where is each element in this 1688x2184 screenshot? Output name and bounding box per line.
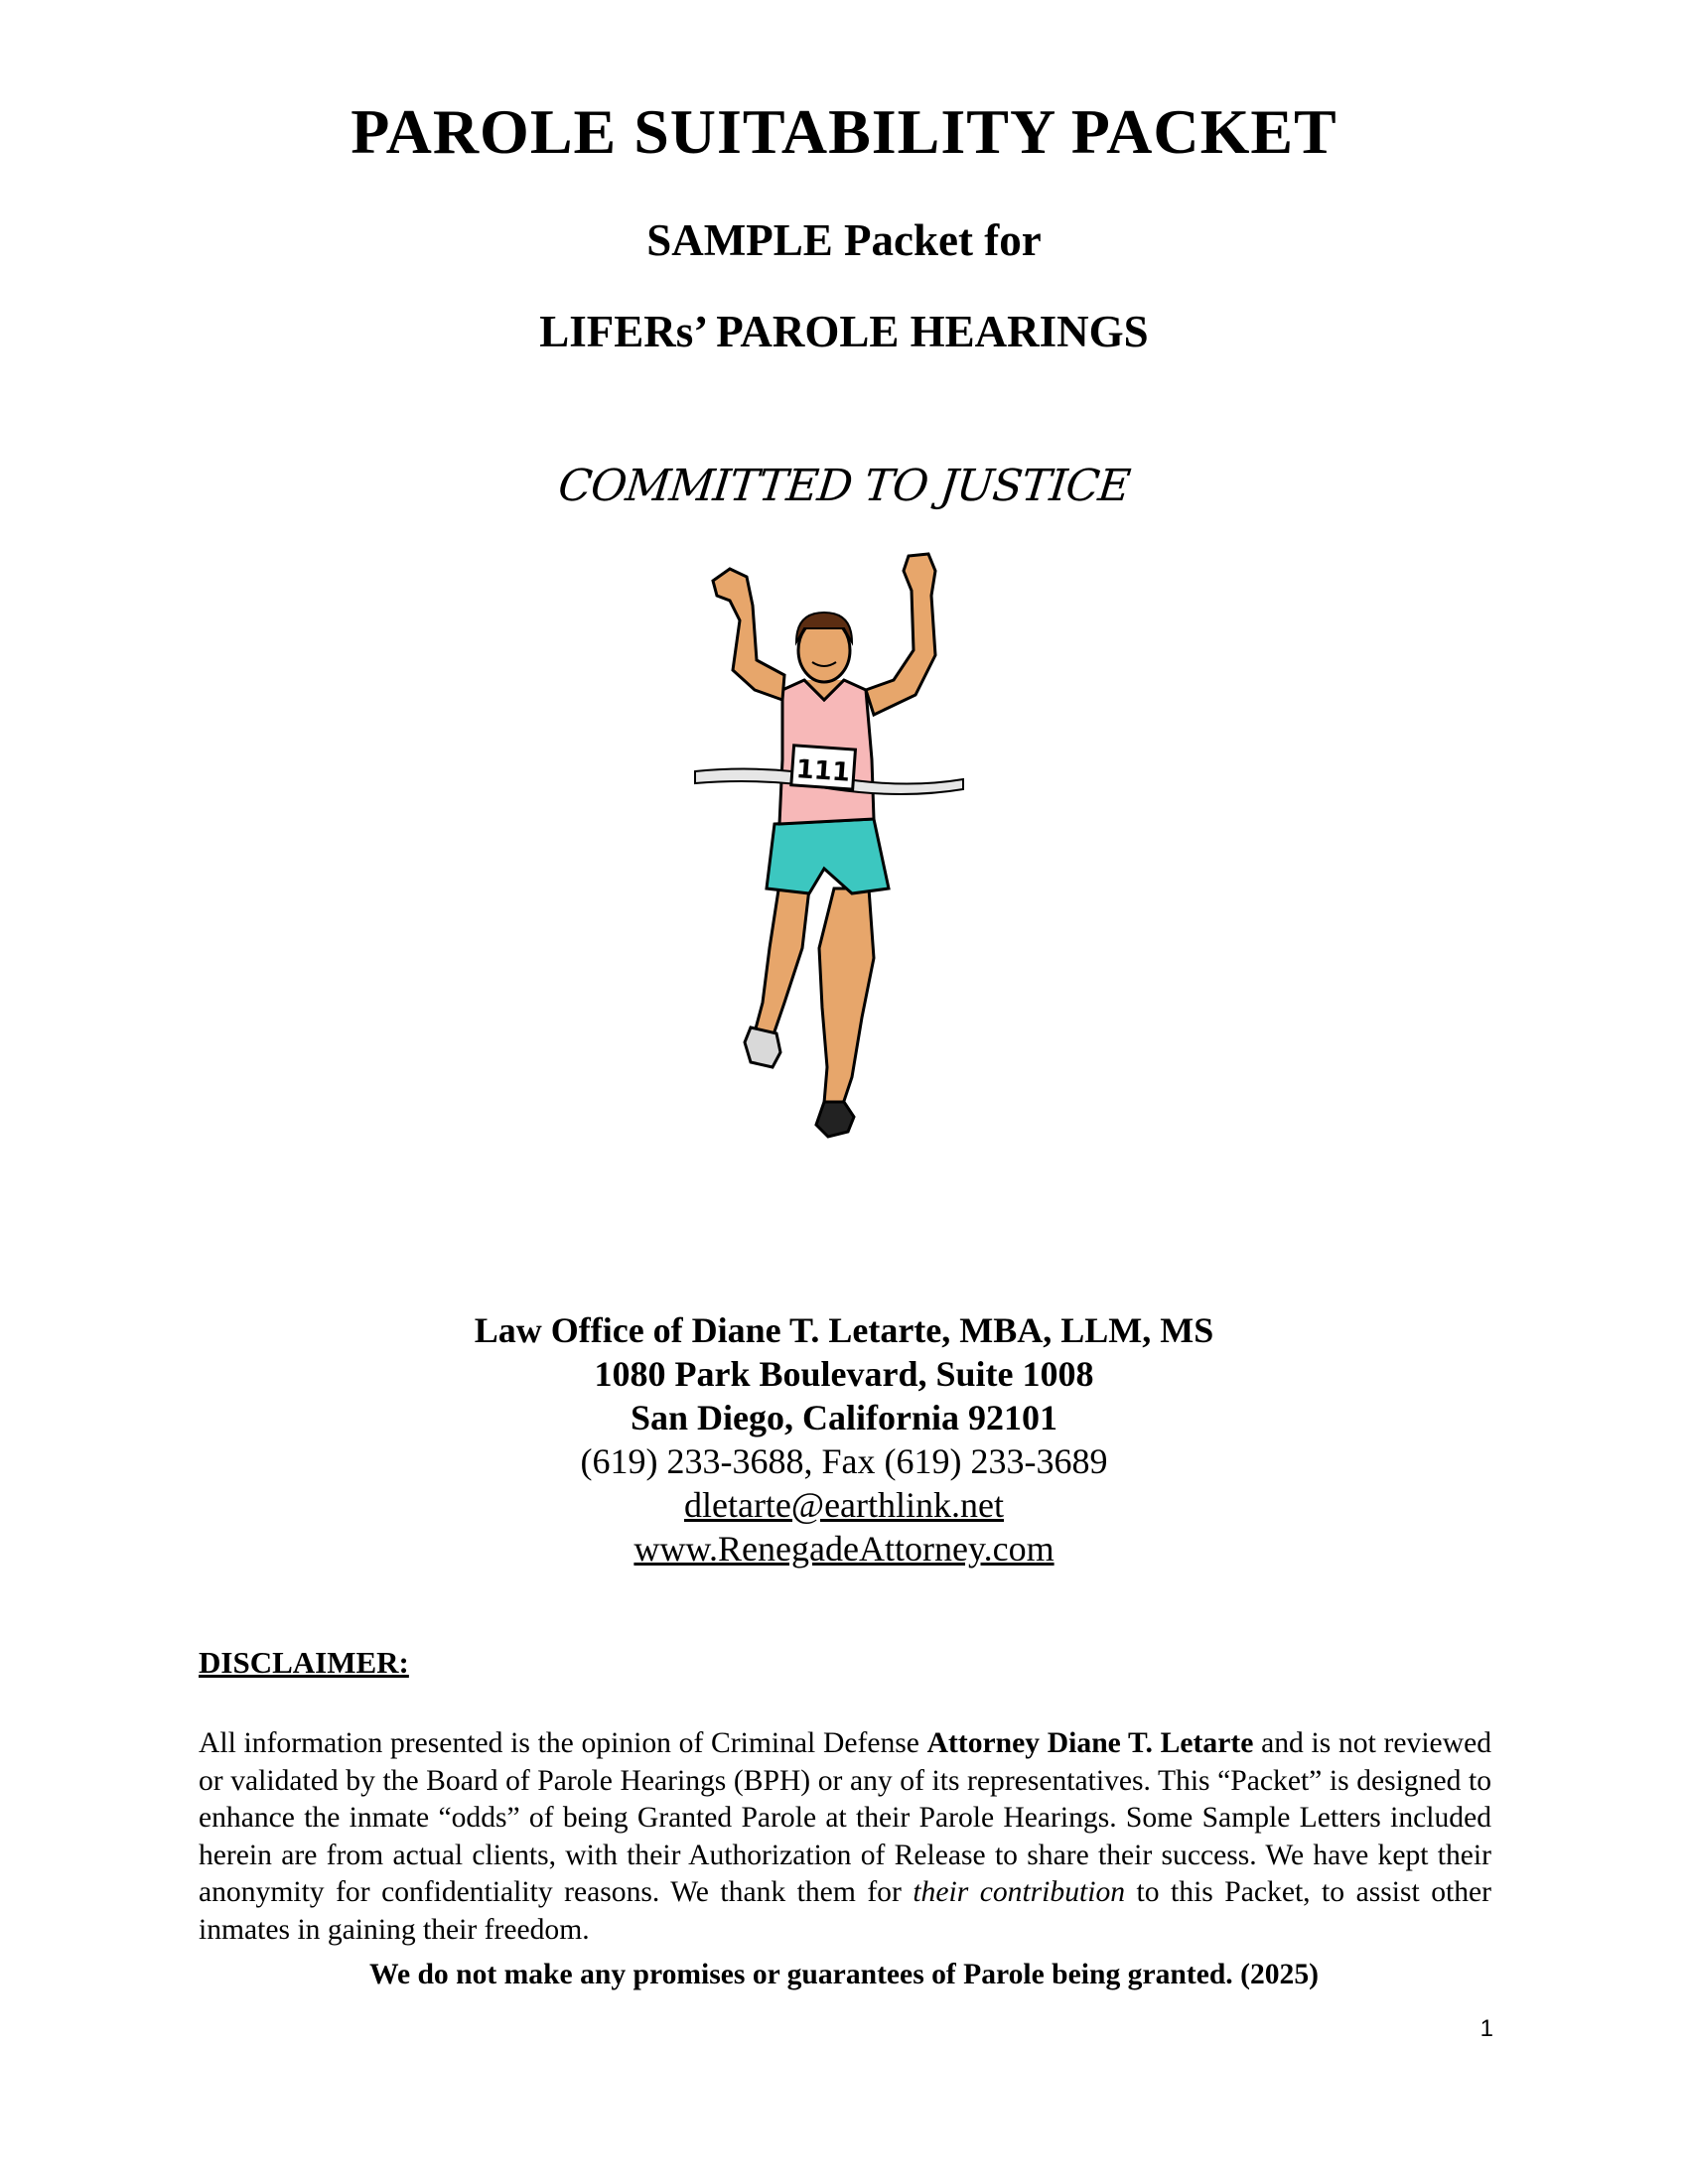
office-name: Law Office of Diane T. Letarte, MBA, LLM, MS bbox=[474, 1310, 1214, 1350]
phone-fax: (619) 233-3688, Fax (619) 233-3689 bbox=[580, 1441, 1108, 1481]
runner-crossing-finish-line-icon bbox=[685, 551, 973, 1166]
tagline: COMMITTED TO JUSTICE bbox=[555, 461, 1133, 511]
disclaimer-attorney-name: Attorney Diane T. Letarte bbox=[926, 1727, 1254, 1759]
subtitle-line-2: LIFERs’ PAROLE HEARINGS bbox=[539, 307, 1149, 356]
website-link[interactable]: www.RenegadeAttorney.com bbox=[633, 1529, 1055, 1569]
disclaimer-heading: DISCLAIMER: bbox=[199, 1645, 409, 1680]
subtitle-line-1: SAMPLE Packet for bbox=[646, 215, 1042, 265]
street-address: 1080 Park Boulevard, Suite 1008 bbox=[594, 1354, 1094, 1394]
disclaimer-italic: their contribution bbox=[913, 1876, 1126, 1908]
page-title: PAROLE SUITABILITY PACKET bbox=[351, 96, 1337, 167]
email-link[interactable]: dletarte@earthlink.net bbox=[683, 1485, 1004, 1525]
no-guarantee-statement: We do not make any promises or guarantees of Parole being granted. (2025) bbox=[368, 1959, 1319, 1990]
disclaimer-part-2: and is not reviewed or validated by the Board of Parole Hearings (BPH) or any of its representatives. This “Packet” is designed to enhance the inmate “odds” of being Granted Parole at their Parole Hearings. Some Sample Letters included herein are from actual clients, with their Authorization of Release to share their success. We have kept their anonymity for confidentiality reasons. We thank them for bbox=[199, 1727, 1492, 1908]
bib-number: 111 bbox=[794, 754, 851, 788]
disclaimer-part-3: to this Packet, to assist other inmates in gaining their freedom. bbox=[199, 1876, 1491, 1946]
city-address: San Diego, California 92101 bbox=[630, 1398, 1057, 1437]
disclaimer-part-1: All information presented is the opinion of Criminal Defense bbox=[199, 1727, 927, 1759]
disclaimer-text bbox=[199, 1725, 1491, 1949]
page-number: 1 bbox=[1479, 2015, 1493, 2042]
contact-block bbox=[0, 1308, 1688, 1570]
